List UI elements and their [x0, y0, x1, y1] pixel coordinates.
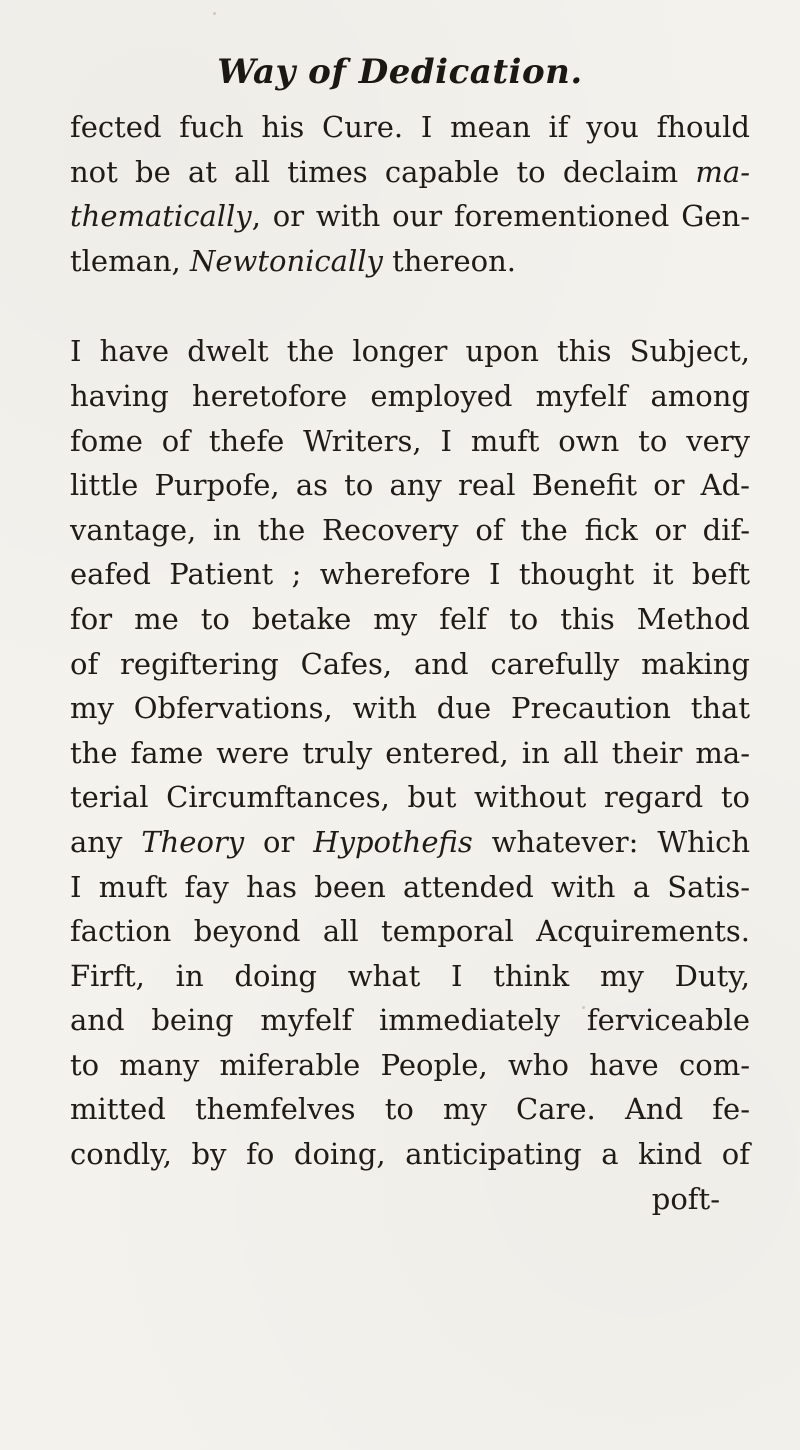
- paragraph-break: [70, 283, 750, 329]
- text-run: my Obfervations, with due Precaution that: [70, 691, 750, 726]
- text-run: tleman,: [70, 243, 190, 278]
- paper-speck: [213, 12, 216, 15]
- text-run: I have dwelt the longer upon this Subject,: [70, 334, 750, 369]
- text-line: [70, 954, 750, 999]
- text-run: vantage, in the Recovery of the fick or dif-: [70, 512, 750, 547]
- text-line: [70, 374, 750, 419]
- text-line: [70, 686, 750, 731]
- text-run: any: [70, 824, 142, 859]
- text-line: [70, 105, 750, 150]
- text-line: [70, 865, 750, 910]
- text-line: [70, 998, 750, 1043]
- text-line: [70, 552, 750, 597]
- text-line: [70, 909, 750, 954]
- text-run: condly, by fo doing, anticipating a kind of: [70, 1137, 750, 1172]
- italic-term: Hypothefis: [313, 824, 473, 859]
- italic-term: thematically: [70, 199, 252, 234]
- text-line: [70, 194, 750, 239]
- text-run: or: [244, 824, 314, 859]
- italic-term: ma-: [695, 154, 750, 189]
- text-run: eafed Patient ; wherefore I thought it beft: [70, 557, 750, 592]
- text-line: [70, 775, 750, 820]
- text-line: [70, 597, 750, 642]
- text-run: I muft fay has been attended with a Satis-: [70, 869, 750, 904]
- text-run: terial Circumftances, but without regard to: [70, 780, 750, 815]
- text-run: having heretofore employed myfelf among: [70, 378, 750, 413]
- text-run: whatever: Which: [472, 824, 750, 859]
- text-line: [70, 1043, 750, 1088]
- text-line: [70, 239, 750, 284]
- text-run: not be at all times capable to declaim: [70, 154, 696, 189]
- text-line: [70, 731, 750, 776]
- running-head: Way of Dedication.: [217, 52, 583, 92]
- text-line: [70, 508, 750, 553]
- italic-term: Newtonically: [190, 243, 383, 278]
- text-run: and being myfelf immediately ferviceable: [70, 1003, 750, 1038]
- text-run: fected fuch his Cure. I mean if you fhould: [70, 110, 750, 144]
- text-run: little Purpofe, as to any real Benefit or Ad-: [70, 468, 750, 503]
- text-run: faction beyond all temporal Acquirements.: [70, 914, 750, 949]
- text-run: to many miferable People, who have com-: [70, 1047, 750, 1082]
- text-run: mitted themfelves to my Care. And fe-: [70, 1092, 750, 1127]
- text-run: the fame were truly entered, in all their ma-: [70, 735, 750, 770]
- paragraph-1: [70, 105, 750, 283]
- text-line: [70, 329, 750, 374]
- text-line: [70, 419, 750, 464]
- text-line: [70, 642, 750, 687]
- text-line: [70, 820, 750, 865]
- text-run: of regiftering Cafes, and carefully making: [70, 646, 750, 681]
- text-line: [70, 150, 750, 195]
- text-line: [70, 463, 750, 508]
- paragraph-2: [70, 329, 750, 1176]
- text-run: thereon.: [382, 243, 516, 278]
- body-text: [70, 105, 750, 1221]
- text-line: [70, 1132, 750, 1177]
- italic-term: Theory: [141, 824, 245, 859]
- text-run: fome of thefe Writers, I muft own to very: [70, 423, 750, 458]
- text-run: , or with our forementioned Gen-: [251, 199, 750, 234]
- catchword: poft-: [651, 1181, 720, 1216]
- text-line: [70, 1087, 750, 1132]
- text-run: for me to betake my felf to this Method: [70, 601, 750, 636]
- text-run: Firft, in doing what I think my Duty,: [70, 958, 750, 993]
